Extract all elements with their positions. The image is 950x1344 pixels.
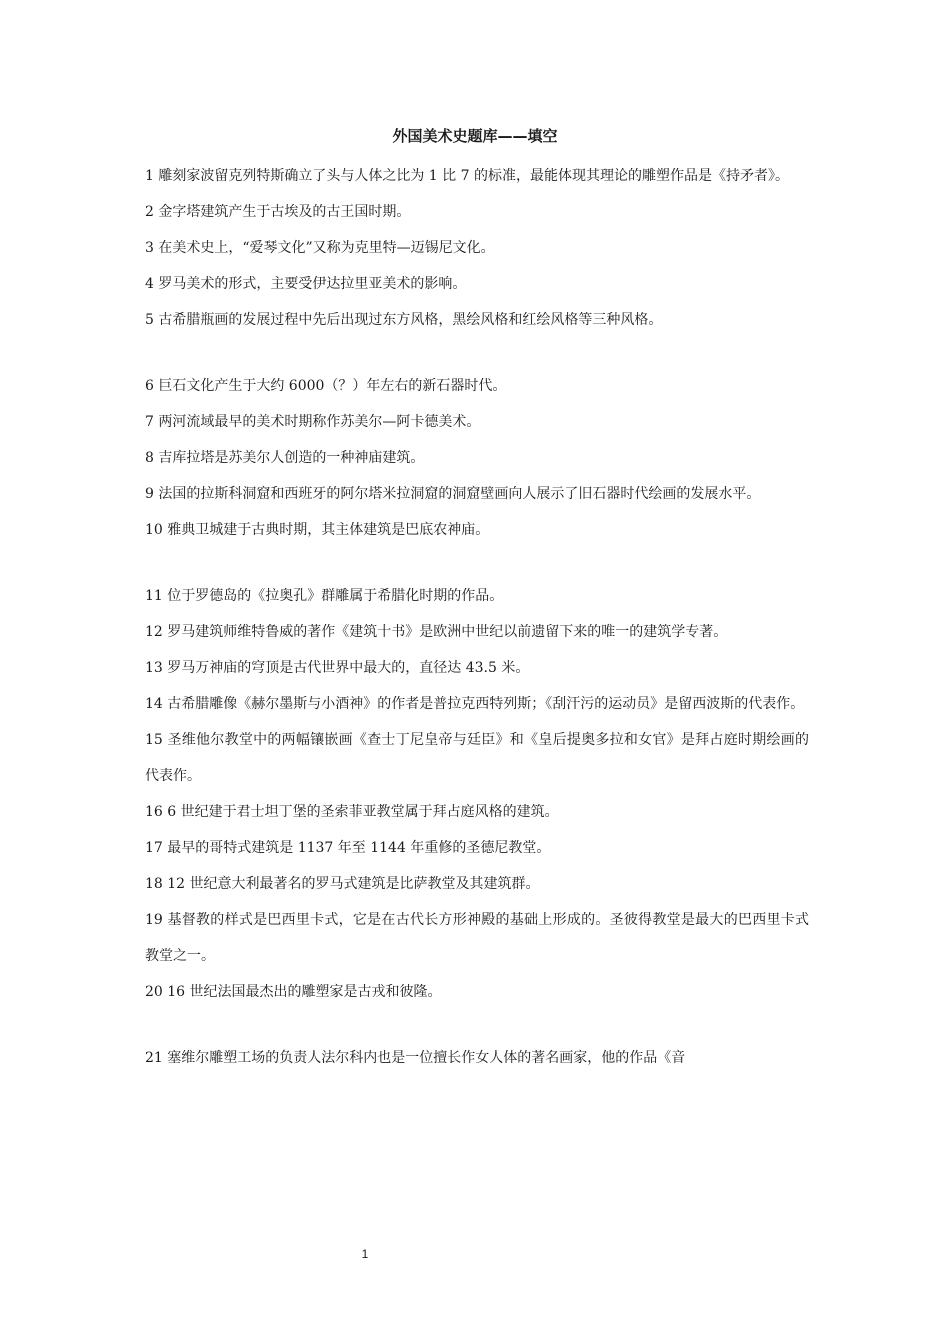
- blank-line: [145, 548, 809, 578]
- list-item: 18 12 世纪意大利最著名的罗马式建筑是比萨教堂及其建筑群。: [145, 876, 540, 892]
- list-item: 15 圣维他尔教堂中的两幅镶嵌画《查士丁尼皇帝与廷臣》和《皇后提奥多拉和女官》是拜占庭时期绘画的代表作。: [145, 732, 809, 784]
- list-item: 7 两河流域最早的美术时期称作苏美尔—阿卡德美术。: [145, 414, 481, 430]
- list-item: 5 古希腊瓶画的发展过程中先后出现过东方风格，黑绘风格和红绘风格等三种风格。: [145, 312, 663, 328]
- list-item: 19 基督教的样式是巴西里卡式，它是在古代长方形神殿的基础上形成的。圣彼得教堂是最大的巴西里卡式教堂之一。: [145, 912, 809, 964]
- list-item: 16 6 世纪建于君士坦丁堡的圣索菲亚教堂属于拜占庭风格的建筑。: [145, 804, 559, 820]
- list-item: 14 古希腊雕像《赫尔墨斯与小酒神》的作者是普拉克西特列斯；《刮汗污的运动员》是留西波斯的代表作。: [145, 696, 805, 712]
- list-item: 9 法国的拉斯科洞窟和西班牙的阿尔塔米拉洞窟的洞窟壁画向人展示了旧石器时代绘画的发展水平。: [145, 486, 761, 502]
- page-title: 外国美术史题库——填空: [392, 127, 558, 145]
- list-item: 4 罗马美术的形式，主要受伊达拉里亚美术的影响。: [145, 276, 467, 292]
- list-item: 3 在美术史上，“爱琴文化”又称为克里特—迈锡尼文化。: [145, 240, 495, 256]
- list-item: 13 罗马万神庙的穹顶是古代世界中最大的，直径达 43.5 米。: [145, 660, 530, 676]
- list-item: 21 塞维尔雕塑工场的负责人法尔科内也是一位擅长作女人体的著名画家，他的作品《音: [145, 1050, 686, 1066]
- list-item: 2 金字塔建筑产生于古埃及的古王国时期。: [145, 204, 411, 220]
- list-item: 11 位于罗德岛的《拉奥孔》群雕属于希腊化时期的作品。: [145, 588, 504, 604]
- list-item: 12 罗马建筑师维特鲁威的著作《建筑十书》是欧洲中世纪以前遗留下来的唯一的建筑学专著。: [145, 624, 728, 640]
- blank-line: [145, 1010, 809, 1040]
- list-item: 1 雕刻家波留克列特斯确立了头与人体之比为 1 比 7 的标准，最能体现其理论的雕塑作品是《持矛者》。: [145, 168, 789, 184]
- list-item: 17 最早的哥特式建筑是 1137 年至 1144 年重修的圣德尼教堂。: [145, 840, 551, 856]
- list-item: 20 16 世纪法国最杰出的雕塑家是古戎和彼隆。: [145, 984, 442, 1000]
- list-item: 10 雅典卫城建于古典时期，其主体建筑是巴底农神庙。: [145, 522, 490, 538]
- page-number: 1: [361, 1247, 369, 1261]
- list-item: 8 吉库拉塔是苏美尔人创造的一种神庙建筑。: [145, 450, 425, 466]
- question-list: [145, 158, 809, 1076]
- list-item: 6 巨石文化产生于大约 6000（？）年左右的新石器时代。: [145, 378, 507, 394]
- blank-line: [145, 338, 809, 368]
